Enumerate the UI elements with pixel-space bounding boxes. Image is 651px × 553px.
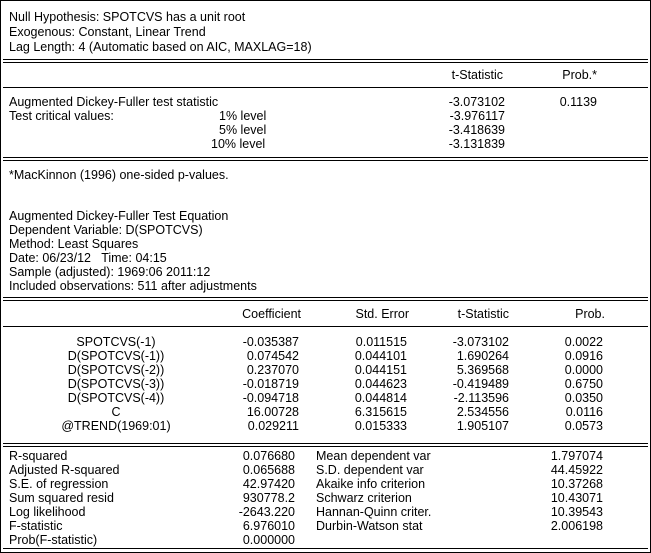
stat-value: 2.006198 bbox=[550, 519, 603, 533]
stat-value: 10.43071 bbox=[550, 491, 603, 505]
divider bbox=[3, 297, 648, 298]
crit-value: -3.131839 bbox=[448, 137, 505, 151]
adf-stat-value: -3.073102 bbox=[448, 95, 505, 109]
stat-label: S.D. dependent var bbox=[316, 463, 424, 477]
coef-value: 0.029211 bbox=[247, 419, 299, 433]
coef-t-stat: -2.113596 bbox=[453, 391, 509, 405]
coef-t-stat: 5.369568 bbox=[456, 363, 509, 377]
stat-value: 0.000000 bbox=[242, 533, 295, 547]
coef-value: -0.094718 bbox=[242, 391, 299, 405]
observations: Included observations: 511 after adjustments bbox=[9, 279, 257, 293]
stat-value: 0.076680 bbox=[242, 449, 295, 463]
stat-value: 44.45922 bbox=[550, 463, 603, 477]
coef-t-stat: -3.073102 bbox=[452, 335, 509, 349]
crit-level: 5% level bbox=[219, 123, 267, 137]
stat-value: 10.39543 bbox=[550, 505, 603, 519]
stat-label: Schwarz criterion bbox=[316, 491, 412, 505]
footnote: *MacKinnon (1996) one-sided p-values. bbox=[9, 168, 229, 182]
coef-std-error: 0.011515 bbox=[355, 335, 407, 349]
coef-value: -0.035387 bbox=[242, 335, 299, 349]
coef-value: -0.018719 bbox=[242, 377, 299, 391]
crit-value: -3.976117 bbox=[449, 109, 505, 123]
sample: Sample (adjusted): 1969:06 2011:12 bbox=[9, 265, 211, 279]
col-t-statistic: t-Statistic bbox=[457, 307, 509, 321]
stat-label: F-statistic bbox=[9, 519, 63, 533]
coef-var: D(SPOTCVS(-3)) bbox=[67, 377, 165, 391]
lag-length: Lag Length: 4 (Automatic based on AIC, MAXLAG=18) bbox=[9, 40, 312, 54]
crit-level: 10% level bbox=[211, 137, 266, 151]
divider bbox=[3, 326, 648, 327]
exogenous: Exogenous: Constant, Linear Trend bbox=[9, 25, 206, 39]
adf-stat-label: Augmented Dickey-Fuller test statistic bbox=[9, 95, 219, 109]
coef-prob: 0.0916 bbox=[564, 349, 603, 363]
coef-std-error: 6.315615 bbox=[354, 405, 407, 419]
coef-t-stat: -0.419489 bbox=[452, 377, 509, 391]
divider bbox=[3, 160, 648, 161]
stat-value: 0.065688 bbox=[242, 463, 295, 477]
null-hypothesis: Null Hypothesis: SPOTCVS has a unit root bbox=[9, 10, 246, 24]
coef-prob: 0.6750 bbox=[564, 377, 603, 391]
stat-label: Sum squared resid bbox=[9, 491, 114, 505]
coef-var: D(SPOTCVS(-1)) bbox=[67, 349, 165, 363]
divider bbox=[3, 446, 648, 447]
coef-t-stat: 1.690264 bbox=[456, 349, 509, 363]
equation-title: Augmented Dickey-Fuller Test Equation bbox=[9, 209, 229, 223]
coef-t-stat: 2.534556 bbox=[456, 405, 509, 419]
col-std-error: Std. Error bbox=[355, 307, 409, 321]
stat-label: S.E. of regression bbox=[9, 477, 109, 491]
coef-var: D(SPOTCVS(-2)) bbox=[67, 363, 165, 377]
stat-label: R-squared bbox=[9, 449, 68, 463]
divider bbox=[3, 300, 648, 301]
adf-col-prob: Prob.* bbox=[562, 68, 597, 82]
col-prob: Prob. bbox=[575, 307, 605, 321]
coef-std-error: 0.044101 bbox=[354, 349, 407, 363]
coef-prob: 0.0350 bbox=[564, 391, 603, 405]
coef-var: @TREND(1969:01) bbox=[61, 419, 171, 433]
divider bbox=[3, 157, 648, 158]
stat-label: Log likelihood bbox=[9, 505, 86, 519]
adf-stat-prob: 0.1139 bbox=[559, 95, 597, 109]
divider bbox=[3, 62, 648, 63]
coef-value: 0.074542 bbox=[246, 349, 299, 363]
coef-var: C bbox=[111, 405, 121, 419]
stat-label: Hannan-Quinn criter. bbox=[316, 505, 432, 519]
coef-prob: 0.0573 bbox=[564, 419, 603, 433]
coef-prob: 0.0116 bbox=[565, 405, 603, 419]
coef-prob: 0.0022 bbox=[564, 335, 603, 349]
stat-label: Akaike info criterion bbox=[316, 477, 426, 491]
dependent-variable: Dependent Variable: D(SPOTCVS) bbox=[9, 223, 203, 237]
coef-value: 0.237070 bbox=[246, 363, 299, 377]
coef-value: 16.00728 bbox=[246, 405, 299, 419]
stat-label: Adjusted R-squared bbox=[9, 463, 120, 477]
coef-t-stat: 1.905107 bbox=[456, 419, 509, 433]
stat-value: 1.797074 bbox=[550, 449, 603, 463]
stat-value: 6.976010 bbox=[242, 519, 295, 533]
stat-value: 930778.2 bbox=[242, 491, 295, 505]
divider bbox=[3, 87, 648, 88]
stat-value: 42.97420 bbox=[242, 477, 295, 491]
coef-prob: 0.0000 bbox=[564, 363, 603, 377]
crit-value: -3.418639 bbox=[448, 123, 505, 137]
stat-value: -2643.220 bbox=[238, 505, 295, 519]
divider bbox=[3, 443, 648, 444]
coef-std-error: 0.044814 bbox=[354, 391, 407, 405]
stat-label: Mean dependent var bbox=[316, 449, 431, 463]
col-coefficient: Coefficient bbox=[242, 307, 301, 321]
method: Method: Least Squares bbox=[9, 237, 139, 251]
crit-level: 1% level bbox=[219, 109, 267, 123]
date-time: Date: 06/23/12 Time: 04:15 bbox=[9, 251, 167, 265]
adf-col-tstat: t-Statistic bbox=[451, 68, 503, 82]
stat-label: Durbin-Watson stat bbox=[316, 519, 423, 533]
stat-value: 10.37268 bbox=[550, 477, 603, 491]
coef-var: D(SPOTCVS(-4)) bbox=[67, 391, 165, 405]
stat-label: Prob(F-statistic) bbox=[9, 533, 98, 547]
coef-std-error: 0.015333 bbox=[354, 419, 407, 433]
divider bbox=[3, 59, 648, 60]
coef-var: SPOTCVS(-1) bbox=[76, 335, 156, 349]
divider bbox=[3, 548, 648, 549]
coef-std-error: 0.044151 bbox=[354, 363, 407, 377]
coef-std-error: 0.044623 bbox=[354, 377, 407, 391]
crit-label: Test critical values: bbox=[9, 109, 114, 123]
